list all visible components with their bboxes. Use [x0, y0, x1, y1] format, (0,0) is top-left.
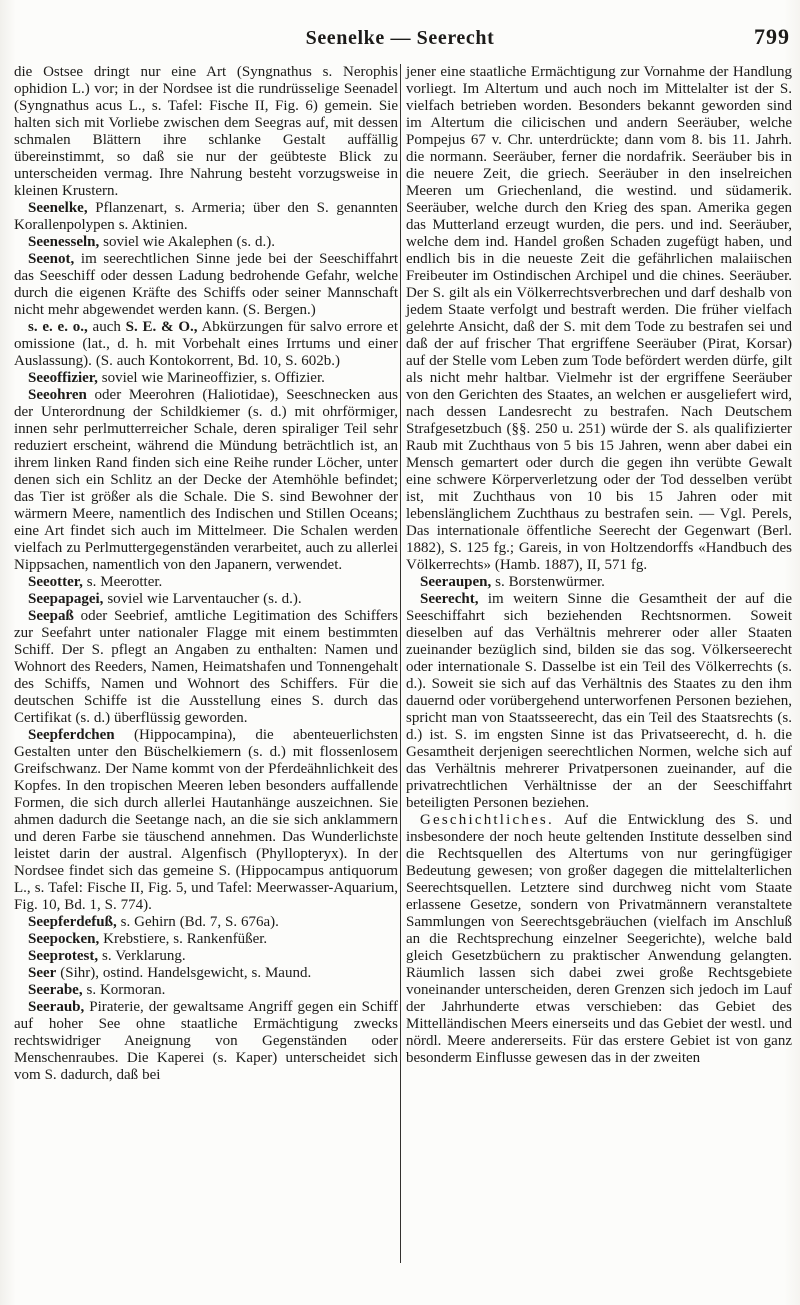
- entry-paragraph: [14, 574, 398, 591]
- page-title: Seenelke — Seerecht: [305, 27, 495, 49]
- entry-body: (Sihr), ostind. Handelsgewicht, s. Maund.: [56, 965, 312, 981]
- entry-headword: Seer: [28, 965, 57, 981]
- entry-body: s. Meerotter.: [82, 574, 163, 590]
- entry-paragraph: [406, 812, 792, 1067]
- entry-body: Piraterie, der gewaltsame Angriff gegen ein Schiff auf hoher See ohne staatliche Ermächtigung zwecks rechtswidriger Aneignung von Gegenständen oder Menschenraubes. Die Kaperei (s. Kaper) unterscheidet sich vom S. dadurch, daß bei: [14, 999, 398, 1083]
- left-column: [14, 64, 398, 1084]
- entry-paragraph: [14, 64, 398, 200]
- entry-headword: Seeohren: [28, 387, 87, 403]
- entry-body: jener eine staatliche Ermächtigung zur Vornahme der Handlung vorliegt. Im Altertum und auch noch im Mittelalter ist der S. vielfach betrieben worden. Besonders bekannt geworden sind im Altertum die cilicischen und andern Seeräuber, welche Pompejus 67 v. Chr. unterdrückte; dann vom 8. bis 11. Jahrh. die normann. Seeräuber, ferner die nordafrik. Seeräuber bis in die neuere Zeit, die griech. Seeräuber in den inselreichen Meeren um Griechenland, die westind. und südamerik. Seeräuber, welche durch den Krieg des span. Amerika gegen das Mutterland erzeugt wurden, die pers. und ind. Seeräuber, welche dem ind. Handel großen Schaden zugefügt haben, und endlich bis in die neueste Zeit die gefährlichen malaiischen Freibeuter im Ostindischen Archipel und die chines. Seeräuber. Der S. gilt als ein Völkerrechtsverbrechen und darf deshalb von jedem Staate verfolgt und bestraft werden. Die früher vielfach gelehrte Ansicht, daß der S. mit dem Tode zu bestrafen sei und daß der auf frischer That ergriffene Seeräuber (Pirat, Korsar) auf der Stelle vom Leben zum Tode befördert werden dürfe, gilt als nicht mehr haltbar. Vielmehr ist der ergriffene Seeräuber von den Gerichten des Staates, an welchen er ausgeliefert wird, nach dessen Landesrecht zu bestrafen. Nach Deutschem Strafgesetzbuch (§§. 250 u. 251) würde der S. als qualifizierter Raub mit Zuchthaus von 5 bis 15 Jahren, wenn aber dabei ein Mensch gemartert oder durch die gegen ihn verübte Gewalt eine schwere Körperverletzung oder der Tod desselben verübt ist, mit Zuchthaus von 10 bis 15 Jahren oder mit lebenslänglichem Zuchthaus zu bestrafen sein. — Vgl. Perels, Das internationale öffentliche Seerecht der Gegenwart (Berl. 1882), S. 125 fg.; Gareis, in von Holtzendorffs «Handbuch des Völkerrechts» (Hamb. 1887), II, 571 fg.: [406, 64, 792, 573]
- entry-body: s. Gehirn (Bd. 7, S. 676a).: [116, 914, 279, 930]
- entry-bold-abbreviation: S. E. & O.,: [125, 319, 198, 335]
- entry-paragraph: [406, 64, 792, 574]
- entry-headword: Seepaß: [28, 608, 74, 624]
- entry-paragraph: [14, 608, 398, 727]
- entry-headword: Seepapagei,: [28, 591, 104, 607]
- entry-headword: Seeoffizier,: [28, 370, 98, 386]
- page-number: 799: [754, 24, 790, 49]
- entry-paragraph: [406, 574, 792, 591]
- entry-paragraph: [14, 200, 398, 234]
- entry-paragraph: [14, 931, 398, 948]
- entry-body: soviel wie Akalephen (s. d.).: [99, 234, 275, 250]
- entry-headword: Seepferdchen: [28, 727, 115, 743]
- entry-headword: Seeprotest,: [28, 948, 99, 964]
- entry-paragraph: [406, 591, 792, 812]
- column-divider: [400, 64, 401, 1263]
- entry-paragraph: [14, 234, 398, 251]
- entry-paragraph: [14, 591, 398, 608]
- entry-body: oder Meerohren (Haliotidae), Seeschnecken aus der Unterordnung der Schildkiemer (s. d.) mit ohrförmiger, innen sehr perlmutterreicher Schale, deren spiraliger Teil sehr reduziert erscheint, während die Mündung beträchtlich ist, an ihrem linken Rand finden sich eine Reihe runder Löcher, unter denen sich ein Schlitz an der Decke der Atemhöhle befindet; das Tier ist größer als die Schale. Die S. sind Bewohner der wärmern Meere, namentlich des Indischen und Stillen Oceans; eine Art findet sich auch im Mittelmeer. Die Schalen werden vielfach zu Perlmuttergegenständen verarbeitet, auch zu allerlei Nippsachen, namentlich von den Japanern, verwendet.: [14, 387, 398, 573]
- entry-body: Abkürzungen für salvo errore et omissione (lat., d. h. mit Vorbehalt eines Irrtums und einer Auslassung). (S. auch Kontokorrent, Bd. 10, S. 602b.): [14, 319, 398, 369]
- right-column: [406, 64, 792, 1067]
- page-header: [0, 24, 800, 54]
- entry-body: Krebstiere, s. Rankenfüßer.: [99, 931, 268, 947]
- entry-headword: Seepferdefuß,: [28, 914, 117, 930]
- entry-section-heading: Geschichtliches.: [420, 812, 554, 828]
- entry-body: soviel wie Larventaucher (s. d.).: [103, 591, 302, 607]
- entry-body: s. Verklarung.: [98, 948, 186, 964]
- entry-paragraph: [14, 965, 398, 982]
- entry-headword: Seeraub,: [28, 999, 85, 1015]
- entry-paragraph: [14, 251, 398, 319]
- entry-paragraph: [14, 370, 398, 387]
- entry-body: oder Seebrief, amtliche Legitimation des Schiffers zur Seefahrt unter nationaler Flagge mit einem bestimmten Schiff. Der S. pflegt an Angaben zu enthalten: Namen und Wohnort des Reeders, Namen, Heimatshafen und Tonnengehalt des Schiffs, Namen und Wohnort des Schiffers. Für die deutschen Schiffe ist die Ausstellung eines S. durch das Certifikat (s. d.) überflüssig geworden.: [14, 608, 398, 726]
- entry-headword: Seenot,: [28, 251, 75, 267]
- entry-headword: Seenelke,: [28, 200, 88, 216]
- entry-body: die Ostsee dringt nur eine Art (Syngnathus s. Nerophis ophidion L.) vor; in der Nordsee ist die rundrüsselige Seenadel (Syngnathus acus L., s. Tafel: Fische II, Fig. 6) gemein. Sie halten sich mit Vorliebe zwischen dem Seegras auf, mit dessen schmalen Blättern ihre schlanke Gestalt auffällig übereinstimmt, so daß sie nur der geübteste Blick zu unterscheiden vermag. Ihre Nahrung besteht vorzugsweise in kleinen Krustern.: [14, 64, 398, 199]
- entry-headword: s. e. e. o.,: [28, 319, 88, 335]
- entry-body: (Hippocampina), die abenteuerlichsten Gestalten unter den Büschelkiemern (s. d.) mit flossenlosem Greifschwanz. Der Name kommt von der Pferdeähnlichkeit des Kopfes. In den tropischen Meeren leben besonders auffallende Formen, die sich durch allerlei Hautanhänge auszeichnen. Sie ahmen dadurch die Seetange nach, an die sie sich anklammern und deren Farbe sie täuschend annehmen. Das Wunderlichste leistet darin der austral. Algenfisch (Phyllopteryx). In der Nordsee findet sich das gemeine S. (Hippocampus antiquorum L., s. Tafel: Fische II, Fig. 5, und Tafel: Meerwasser-Aquarium, Fig. 10, Bd. 1, S. 774).: [14, 727, 398, 913]
- entry-body: s. Kormoran.: [82, 982, 166, 998]
- entry-headword: Seerecht,: [420, 591, 479, 607]
- entry-headword: Seeraupen,: [420, 574, 492, 590]
- entry-body: im seerechtlichen Sinne jede bei der Seeschiffahrt das Seeschiff oder dessen Ladung bedrohende Gefahr, welche durch die eigenen Kräfte des Schiffs oder seiner Mannschaft nicht mehr abgewendet werden kann. (S. Bergen.): [14, 251, 398, 318]
- entry-body: im weitern Sinne die Gesamtheit der auf die Seeschiffahrt sich beziehenden Rechtsnormen. Soweit dieselben auf das Verhältnis mehrerer oder aller Staaten zueinander bezüglich sind, bilden sie das sog. Völkerseerecht oder internationale S. Dasselbe ist ein Teil des Völkerrechts (s. d.). Soweit sie sich auf das Verhältnis des Staates zu den ihm dauernd oder vorübergehend unterworfenen Personen beziehen, spricht man von Staatsseerecht, das ein Teil des Staatsrechts (s. d.) ist. S. im engsten Sinne ist das Privatseerecht, d. h. die Gesamtheit derjenigen seerechtlichen Normen, welche sich auf das Verhältnis mehrerer Privatpersonen zueinander, auf die privatrechtlichen Verhältnisse der an der Seeschiffahrt beteiligten Personen beziehen.: [406, 591, 792, 811]
- entry-headword: Seenesseln,: [28, 234, 100, 250]
- entry-body: soviel wie Marineoffizier, s. Offizier.: [97, 370, 325, 386]
- entry-paragraph: [14, 319, 398, 370]
- entry-headword: Seepocken,: [28, 931, 100, 947]
- entry-body: Auf die Entwicklung des S. und insbesondere der noch heute geltenden Institute desselben sind die Rechtsquellen des Altertums von nur geringfügiger Bedeutung gewesen; von großer dagegen die mittelalterlichen Seerechtsquellen. Letztere sind durchweg nicht vom Staate erlassene Gesetze, sondern von Privatmännern veranstaltete Sammlungen von Seerechtsgebräuchen (vielfach im Anschluß an die Rechtsprechung einzelner Seegerichte), welche bald gleich Gesetzbüchern zu praktischer Anwendung gelangten. Räumlich lassen sich dabei zwei große Rechtsgebiete voneinander unterscheiden, deren Grenzen sich jedoch im Lauf der Jahrhunderte etwas verschieben: das Gebiet des Mittelländischen Meers einerseits und das Gebiet der westl. und nördl. Meere andererseits. Für das erstere Gebiet ist von ganz besonderm Einflusse gewesen das in der zweiten: [406, 812, 792, 1066]
- entry-body: auch: [87, 319, 126, 335]
- entry-paragraph: [14, 982, 398, 999]
- entry-paragraph: [14, 727, 398, 914]
- entry-body: s. Borstenwürmer.: [491, 574, 605, 590]
- entry-headword: Seeotter,: [28, 574, 83, 590]
- entry-paragraph: [14, 948, 398, 965]
- entry-paragraph: [14, 387, 398, 574]
- entry-headword: Seerabe,: [28, 982, 83, 998]
- entry-paragraph: [14, 999, 398, 1084]
- entry-body: Pflanzenart, s. Armeria; über den S. genannten Korallenpolypen s. Aktinien.: [14, 200, 398, 233]
- entry-paragraph: [14, 914, 398, 931]
